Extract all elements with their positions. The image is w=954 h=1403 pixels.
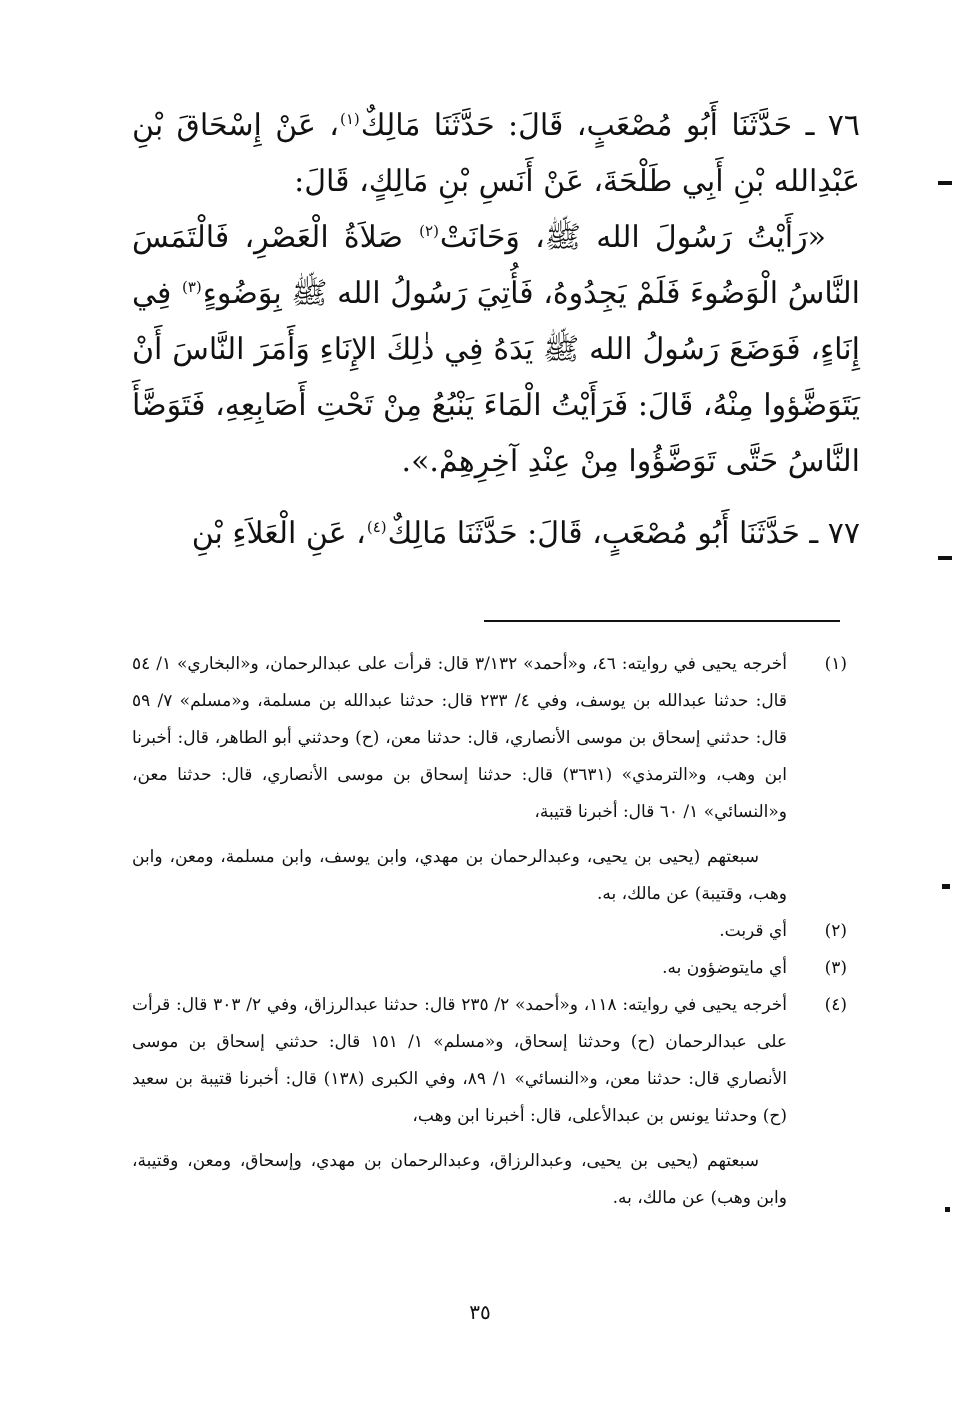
scan-mark [938,556,952,560]
main-text [132,98,860,562]
hadith-76-text-part-a: «رَأَيْتُ رَسُولَ الله ﷺ، وَحَانَتْ [439,220,826,255]
hadith-76-opening: ٧٦ ـ حَدَّثَنَا أَبُو مُصْعَبٍ، قَالَ: حَدَّثَنَا مَالِكٌ [360,108,861,143]
footnote-text: أي مايتوضؤون به. [662,958,787,978]
footnote-body [132,950,787,987]
footnote-number: (٤) [824,995,847,1015]
page-number: ٣٥ [469,1300,491,1324]
footnote-ref-4: (٤) [366,518,387,536]
footnote-text: أي قربت. [719,921,787,941]
footnote-separator [484,620,840,622]
footnote-number: (١) [824,654,847,674]
footnote-summary: سبعتهم (يحيى بن يحيى، وعبدالرزاق، وعبدالرحمان بن مهدي، وإسحاق، ومعن، وقتيبة، وابن وهب) عن مالك، به. [132,1151,787,1208]
scan-mark [945,1207,950,1212]
hadith-76-chain: ، عَنْ إِسْحَاقَ بْنِ عَبْدِالله بْنِ أَبِي طَلْحَةَ، عَنْ أَنَسِ بْنِ مَالِكٍ، قَالَ: [132,108,860,199]
footnote-ref-1: (١) [340,110,360,128]
footnote-3 [132,950,847,987]
footnote-ref-3: (٣) [181,278,202,296]
hadith-76-text [132,210,860,490]
footnotes [132,646,847,1217]
hadith-76-text-part-b: صَلاَةُ الْعَصْرِ، فَالْتَمَسَ النَّاسُ الْوَضُوءَ فَلَمْ يَجِدُوهُ، فَأُتِيَ رَسُولُ الله ﷺ بِوَضُوءٍ [132,220,860,311]
hadith-76 [132,98,860,210]
footnote-1 [132,646,847,913]
footnote-text: أخرجه يحيى في روايته: ٤٦، و«أحمد» ٣/١٣٢ قال: قرأت على عبدالرحمان، و«البخاري» ١/ ٥٤ قال: حدثنا عبدالله بن يوسف، وفي ٤/ ٢٣٣ قال: حدثنا عبدالله بن مسلمة، و«مسلم» ٧/ ٥٩ قال: حدثني إسحاق بن موسى الأنصاري، قال: حدثنا معن، (ح) وحدثني أبو الطاهر، قال: أخبرنا ابن وهب، و«الترمذي» (٣٦٣١) قال: حدثنا إسحاق بن موسى الأنصاري، قال: حدثنا معن، و«النسائي» ١/ ٦٠ قال: أخبرنا قتيبة، [132,654,788,822]
scan-mark [938,181,952,185]
hadith-76-text-part-c: فِي إِنَاءٍ، فَوَضَعَ رَسُولُ الله ﷺ يَدَهُ فِي ذٰلِكَ الإِنَاءِ وَأَمَرَ النَّاسَ أَنْ يَتَوَضَّؤوا مِنْهُ، قَالَ: فَرَأَيْتُ الْمَاءَ يَنْبُعُ مِنْ تَحْتِ أَصَابِعِهِ، فَتَوَضَّأَ النَّاسُ حَتَّى تَوَضَّؤُوا مِنْ عِنْدِ آخِرِهِمْ.». [132,276,860,479]
footnote-body [132,987,787,1217]
hadith-77-chain: ، عَنِ الْعَلاَءِ بْنِ [191,516,366,551]
hadith-77-opening: ٧٧ ـ حَدَّثَنَا أَبُو مُصْعَبٍ، قَالَ: حَدَّثَنَا مَالِكٌ [387,516,860,551]
footnote-2 [132,913,847,950]
hadith-77 [132,506,860,562]
footnote-body [132,646,787,913]
footnote-body [132,913,787,950]
footnote-number: (٢) [824,921,847,941]
footnote-number: (٣) [824,958,847,978]
scan-mark [942,884,950,889]
footnote-text: أخرجه يحيى في روايته: ١١٨، و«أحمد» ٢/ ٢٣٥ قال: حدثنا عبدالرزاق، وفي ٢/ ٣٠٣ قال: قرأت على عبدالرحمان (ح) وحدثنا إسحاق، و«مسلم» ١/ ١٥١ قال: حدثني إسحاق بن موسى الأنصاري قال: حدثنا معن، و«النسائي» ١/ ٨٩، وفي الكبرى (١٣٨) قال: أخبرنا قتيبة بن سعيد (ح) وحدثنا يونس بن عبدالأعلى، قال: أخبرنا ابن وهب، [132,995,787,1126]
footnote-ref-2: (٢) [419,222,439,240]
footnote-4 [132,987,847,1217]
footnote-summary: سبعتهم (يحيى بن يحيى، وعبدالرحمان بن مهدي، وابن يوسف، وابن مسلمة، ومعن، وابن وهب، وقتيبة) عن مالك، به. [132,847,787,904]
